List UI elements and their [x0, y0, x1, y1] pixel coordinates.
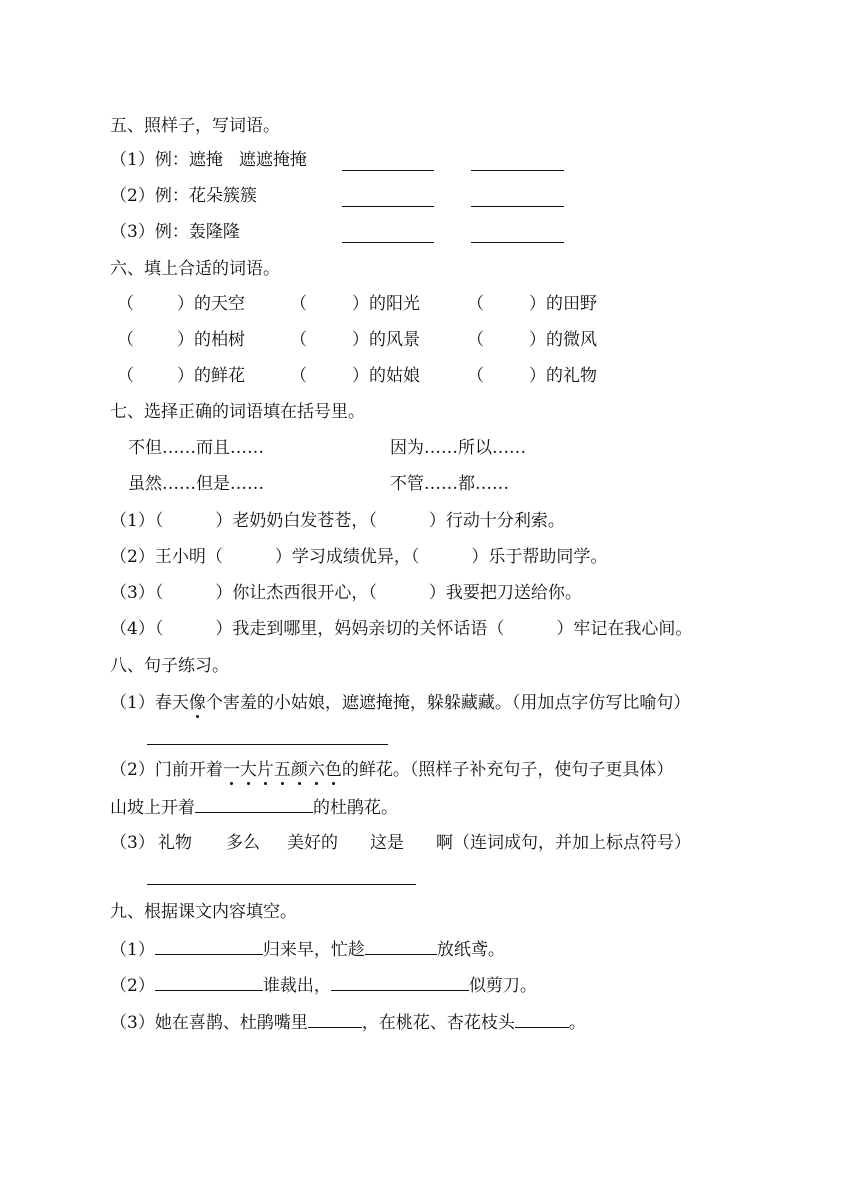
- s5-item-3-prefix: （3）例：: [110, 222, 189, 242]
- s8-q2b-part-b: 的杜鹃花。: [313, 798, 398, 818]
- section-8-title: 八、句子练习。: [110, 656, 229, 676]
- s6-r2c2-close: ）: [352, 330, 369, 350]
- s5-blank-1b[interactable]: [471, 170, 564, 171]
- s8-q3-word-5: 啊: [436, 833, 453, 853]
- s5-item-1-word: 遮掩: [188, 150, 223, 170]
- s7-option-1: 不但……而且……: [128, 438, 264, 458]
- s7-q4-part-a: （4）（: [110, 619, 164, 639]
- s9-q2-blank-1[interactable]: [155, 972, 263, 991]
- s8-q1-dotted-word: 像: [188, 693, 206, 713]
- s8-q3-word-1: 礼物: [158, 833, 192, 853]
- s6-r1c2-word: 的阳光: [369, 294, 420, 314]
- s5-blank-3b[interactable]: [471, 242, 564, 243]
- s9-q1-blank-2[interactable]: [365, 936, 437, 955]
- emphasis-dot-char: 片: [256, 760, 274, 780]
- s8-q2-dotted-words: [223, 760, 342, 780]
- emphasis-dot-char: 六: [307, 760, 325, 780]
- emphasis-dot-char: 颜: [290, 760, 308, 780]
- s8-q1-answer-line[interactable]: [147, 744, 388, 745]
- s7-q1: [110, 509, 565, 533]
- s5-item-1-prefix: （1）例：: [110, 150, 189, 170]
- s7-q3-part-c: ）我要把刀送给你。: [428, 583, 582, 603]
- s6-r3c1-word: 的鲜花: [194, 366, 245, 386]
- s8-q1-part-b: 个害羞的小姑娘，遮遮掩掩，躲躲藏藏。（用加点字仿写比喻句）: [205, 693, 691, 713]
- s6-r1c3-close: ）: [529, 294, 546, 314]
- s9-q3-blank-1[interactable]: [308, 1009, 362, 1028]
- s8-q2b-part-a: 山坡上开着: [110, 798, 195, 818]
- s6-r2c1-open: （: [117, 330, 134, 350]
- s5-item-3-word: 轰隆隆: [188, 222, 240, 242]
- s7-q1-part-c: ）行动十分利索。: [428, 511, 565, 531]
- section-5-title: 五、照样子，写词语。: [110, 116, 280, 136]
- s6-r3c2-close: ）: [352, 366, 369, 386]
- s7-q2-part-b: ）学习成绩优异，（: [274, 547, 420, 567]
- s6-r1c1-open: （: [117, 294, 134, 314]
- s6-r3c2-open: （: [290, 366, 307, 386]
- s8-q3-answer-line[interactable]: [147, 884, 416, 885]
- s9-q3-blank-2[interactable]: [515, 1009, 569, 1028]
- s8-q2b-blank[interactable]: [195, 794, 313, 813]
- s6-r1c3-word: 的田野: [546, 294, 597, 314]
- s8-q2-part-a: （2）门前开着: [110, 760, 223, 780]
- s9-q3: [110, 1009, 586, 1033]
- s8-q2-dotted-text: [223, 760, 342, 780]
- s5-blank-2a[interactable]: [342, 206, 434, 207]
- emphasis-dot-char: 五: [273, 760, 291, 780]
- s5-item-1: [110, 148, 307, 172]
- s8-q3-word-4: 这是: [370, 833, 404, 853]
- s8-q3-hint: （连词成句，并加上标点符号）: [453, 833, 691, 853]
- s6-r2c3-close: ）: [529, 330, 546, 350]
- emphasis-dot-char: 一: [222, 760, 240, 780]
- s9-q3-part-b: ，在桃花、杏花枝头: [361, 1013, 515, 1033]
- s7-q2-part-c: ）乐于帮助同学。: [471, 547, 608, 567]
- s9-q1-part-c: 放纸鸢。: [436, 940, 505, 960]
- s7-option-3: 虽然……但是……: [128, 474, 264, 494]
- s6-r2c1-word: 的柏树: [194, 330, 245, 350]
- s5-blank-2b[interactable]: [471, 206, 564, 207]
- s5-item-2: [110, 184, 257, 208]
- s8-q3-word-2: 多么: [226, 833, 260, 853]
- s9-q2-part-b: 谁裁出，: [262, 976, 331, 996]
- s8-q2: [110, 758, 673, 782]
- s7-option-4: 不管……都……: [390, 474, 509, 494]
- s5-item-1-example: 遮遮掩掩: [238, 150, 307, 170]
- s5-blank-3a[interactable]: [342, 242, 434, 243]
- section-9-title: 九、根据课文内容填空。: [110, 902, 297, 922]
- s7-q4-part-c: ）牢记在我心间。: [556, 619, 693, 639]
- emphasis-dot-char: 色: [324, 760, 342, 780]
- s6-r3c3-word: 的礼物: [546, 366, 597, 386]
- s5-item-3: [110, 220, 240, 244]
- s7-q3-part-b: ）你让杰西很开心，（: [215, 583, 377, 603]
- s6-r2c1-close: ）: [177, 330, 194, 350]
- s9-q1-blank-1[interactable]: [155, 936, 263, 955]
- s9-q1-part-a: （1）: [110, 940, 155, 960]
- s8-q2-part-b: 的鲜花。（照样子补充句子，使句子更具体）: [341, 760, 674, 780]
- s6-r2c2-open: （: [290, 330, 307, 350]
- s9-q2-part-c: 似剪刀。: [468, 976, 537, 996]
- s6-r1c2-open: （: [290, 294, 307, 314]
- s5-item-2-word: 花朵簇簇: [188, 186, 257, 206]
- s5-blank-1a[interactable]: [342, 170, 434, 171]
- s8-q1-part-a: （1）春天: [110, 693, 189, 713]
- s6-r3c3-open: （: [467, 366, 484, 386]
- s6-r1c1-close: ）: [177, 294, 194, 314]
- s7-q1-part-b: ）老奶奶白发苍苍，（: [215, 511, 377, 531]
- s8-q2b: [110, 794, 398, 818]
- s7-q2-part-a: （2）王小明（: [110, 547, 223, 567]
- s6-r1c2-close: ）: [352, 294, 369, 314]
- s8-q3-word-3: 美好的: [287, 833, 338, 853]
- s9-q3-part-c: 。: [568, 1013, 586, 1033]
- s9-q1-part-b: 归来早，忙趁: [262, 940, 365, 960]
- s9-q3-part-a: （3）她在喜鹊、杜鹃嘴里: [110, 1013, 308, 1033]
- s9-q2-blank-2[interactable]: [331, 972, 469, 991]
- s7-q1-part-a: （1）（: [110, 511, 164, 531]
- s6-r3c1-open: （: [117, 366, 134, 386]
- s6-r2c2-word: 的风景: [369, 330, 420, 350]
- emphasis-dot-char: 大: [239, 760, 257, 780]
- s7-q3: [110, 581, 582, 605]
- s6-r3c1-close: ）: [177, 366, 194, 386]
- s8-q3-prefix: （3）: [110, 833, 155, 853]
- s9-q1: [110, 936, 505, 960]
- s7-q2: [110, 545, 607, 569]
- s6-r2c3-word: 的微风: [546, 330, 597, 350]
- s7-q4-part-b: ）我走到哪里，妈妈亲切的关怀话语（: [215, 619, 505, 639]
- s9-q2-part-a: （2）: [110, 976, 155, 996]
- s7-option-2: 因为……所以……: [390, 438, 526, 458]
- s7-q4: [110, 617, 692, 641]
- s9-q2: [110, 972, 537, 996]
- s6-r3c2-word: 的姑娘: [369, 366, 420, 386]
- s8-q1: [110, 691, 690, 715]
- s6-r1c3-open: （: [467, 294, 484, 314]
- s6-r2c3-open: （: [467, 330, 484, 350]
- s5-item-2-prefix: （2）例：: [110, 186, 189, 206]
- s7-q3-part-a: （3）（: [110, 583, 164, 603]
- section-7-title: 七、选择正确的词语填在括号里。: [110, 402, 365, 422]
- section-6-title: 六、填上合适的词语。: [110, 259, 280, 279]
- s6-r1c1-word: 的天空: [194, 294, 245, 314]
- s6-r3c3-close: ）: [529, 366, 546, 386]
